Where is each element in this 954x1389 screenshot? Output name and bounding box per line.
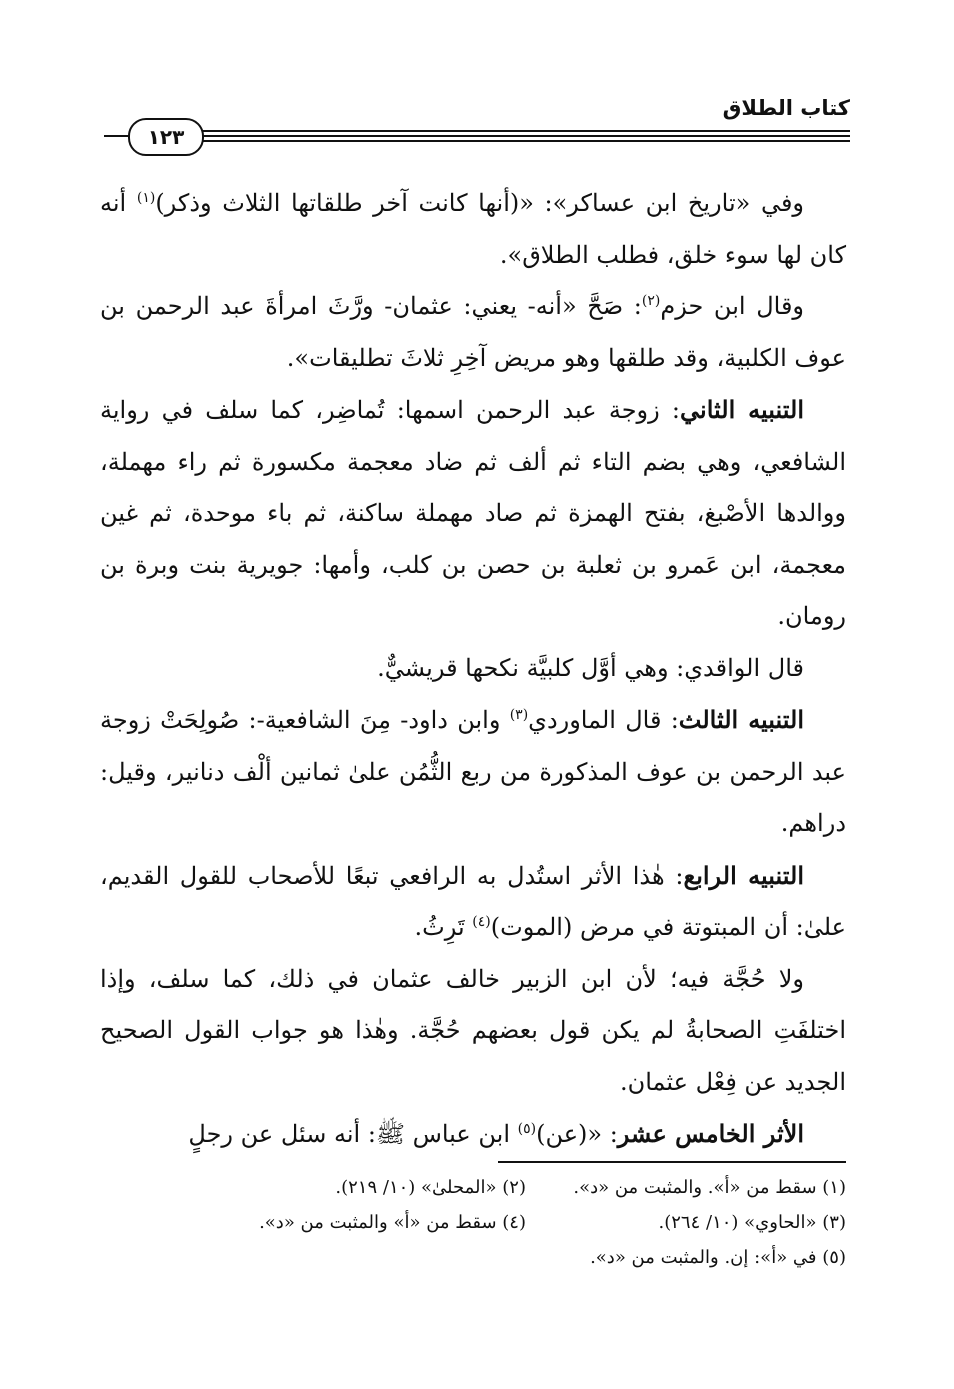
footnote-ref: (٢) xyxy=(641,293,661,309)
paragraph-text: : صَحَّ «أنه- يعني: عثمان- ورَّثَ امرأةَ عبد الرحمن بن عوف الكلبية، وقد طلقها وهو مريض آخِرِ ثلاثَ تطليقات». xyxy=(100,292,846,372)
footnote-row xyxy=(206,1170,846,1205)
header-rule-left xyxy=(104,135,130,137)
section-heading: التنبيه الثالث xyxy=(678,705,805,734)
footnote: (٤) سقط من «أ» والمثبت من «د». xyxy=(259,1212,526,1233)
paragraph-text: : زوجة عبد الرحمن اسمها: تُماضِر، كما سلف في رواية الشافعي، وهي بضم التاء ثم ألف ثم ضاد معجمة مكسورة ثم راء مهملة، ووالدها الأصْبغ، بفتح الهمزة ثم صاد مهملة ساكنة، ثم باء موحدة، ثم غين معجمة، ابن عَمرو بن ثعلبة بن حصن بن كلب، وأمها: جويرية بنت وبرة بن رومان. xyxy=(100,396,847,630)
paragraph-text: : «(عن) xyxy=(536,1120,618,1148)
paragraph xyxy=(100,178,846,281)
paragraph-text: وقال ابن حزم xyxy=(660,292,805,320)
section-heading: التنبيه الرابع xyxy=(683,860,804,890)
body-text xyxy=(100,178,846,1161)
footnote: (١) سقط من «أ». والمثبت من «د». xyxy=(573,1177,846,1198)
footnote-ref: (٤) xyxy=(472,914,491,930)
paragraph xyxy=(100,384,846,643)
paragraph-text: أنه كان لها سوء خلق، فطلب الطلاق». xyxy=(100,189,846,269)
paragraph xyxy=(100,643,846,695)
paragraph xyxy=(100,850,846,954)
header-rule xyxy=(200,135,850,137)
page-number: ١٢٣ xyxy=(128,118,204,156)
footnotes xyxy=(206,1170,846,1275)
paragraph-text: ابن عباس ﷺ: أنه سئل عن رجلٍ xyxy=(188,1120,518,1148)
header-rule xyxy=(200,130,850,132)
section-heading: التنبيه الثاني xyxy=(680,395,804,424)
paragraph xyxy=(100,694,846,850)
footnote: (٥) في «أ»: إن. والمثبت من «د». xyxy=(590,1247,846,1268)
paragraph-text: قال الواقدي: وهي أوَّل كلبيَّة نكحها قريشيٌّ. xyxy=(377,653,804,682)
footnote-ref: (١) xyxy=(136,190,156,206)
paragraph xyxy=(100,281,846,384)
footnote: (٣) «الحاوي» (١٠/ ٢٦٤). xyxy=(658,1212,846,1233)
paragraph-text: تَرِثُ. xyxy=(414,913,473,941)
footnote-rule xyxy=(498,1161,846,1163)
paragraph-text: وفي «تاريخ ابن عساكر»: «(أنها كانت آخر طلقاتها الثلاث وذكر) xyxy=(155,189,805,217)
paragraph xyxy=(100,1108,846,1161)
paragraph-text: : هٰذا الأثر استُدل به الرافعي تبعًا للأصحاب للقول القديم، علىٰ: أن المبتوتة في مرض (الموت) xyxy=(100,861,846,941)
header-rule xyxy=(200,140,850,142)
paragraph-text: : قال الماوردي xyxy=(528,706,679,734)
footnote-row xyxy=(206,1240,846,1275)
paragraph-text: ولا حُجَّة فيه؛ لأن ابن الزبير خالف عثمان في ذلك، كما سلف، وإذا اختلفَتِ الصحابةُ لم يكن قول بعضهم حُجَّة. وهٰذا هو جواب القول الصحيح الجديد عن فِعْل عثمان. xyxy=(100,964,846,1096)
paragraph xyxy=(100,954,846,1109)
footnote-ref: (٥) xyxy=(517,1121,537,1137)
section-heading: الأثر الخامس عشر xyxy=(617,1119,804,1148)
running-title: كتاب الطلاق xyxy=(722,96,850,120)
paragraph-text: وابن داود- مِنَ الشافعية-: صُولِحَتْ زوجة عبد الرحمن بن عوف المذكورة من ربع الثُّمُن علىٰ ثمانين ألْف دنانير، وقيل: دراهم. xyxy=(100,706,846,837)
footnote: (٢) «المحلىٰ» (١٠/ ٢١٩). xyxy=(335,1177,526,1198)
footnote-ref: (٣) xyxy=(509,707,529,723)
footnote-row xyxy=(206,1205,846,1240)
